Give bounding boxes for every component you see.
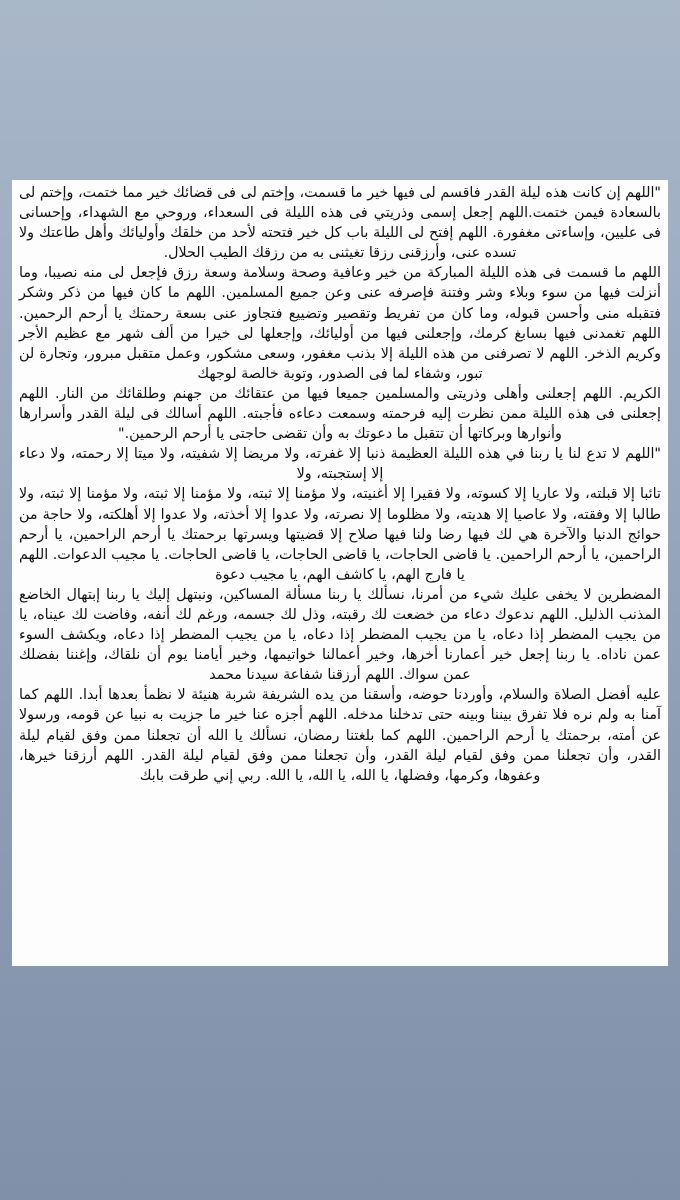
paragraph: تائبا إلا قبلته، ولا عاريا إلا كسوته، ولا فقيرا إلا أغنيته، ولا مؤمنا إلا ثبته، ولا مؤمنا إلا ثبته، ولا مؤمنا إلا ثبته، ولا طالبا إلا وفقته، ولا عاصيا إلا هديته، ولا مظلوما إلا نصرته، ولا عدوا إلا أخذته، ولا عدوا إلا أهلكته، ولا حاجة من حوائج الدنيا والآخرة هي لك فيها رضا ولنا فيها صلاح إلا قضيتها ويسرتها برحمتك يا أرحم الراحمين، يا أرحم الراحمين، يا أرحم الراحمين. يا قاضى الحاجات، يا قاضى الحاجات، يا قاضى الحاجات. يا مجيب الدعوات. اللهم يا فارج الهم، يا كاشف الهم، يا مجيب دعوة (19, 486, 661, 583)
paragraph: اللهم ما قسمت فى هذه الليلة المباركة من خير وعافية وصحة وسلامة وسعة رزق فإجعل لى منه نصيبا، وما أنزلت فيها من سوء وبلاء وشر وفتنة فإصرفه عنى وعن جميع المسلمين. اللهم ما كان فيها من ذكر وشكر فتقبله منى وأحسن قبوله، وما كان من تفريط وتقصير وتضييع فتجاوز عنى بسعة رحمتك يا أرحم الرحمين. اللهم تغمدنى فيها بسابغ كرمك، وإجعلنى فيها من أوليائك، وإجعلها لى خيرا من ألف شهر مع عظيم الأجر وكريم الذخر. اللهم لا تصرفنى من هذه الليلة إلا بذنب مغفور، وسعى مشكور، وعمل متقبل مبرور، وتجارة لن تبور، وشفاء لما فى الصدور، وتوبة خالصة لوجهك (19, 265, 661, 382)
text-card (12, 180, 668, 966)
paragraph: "اللهم لا تدع لنا يا ربنا في هذه الليلة العظيمة ذنبا إلا غفرته، ولا مريضا إلا شفيته، ولا ميتا إلا رحمته، ولا دعاء إلا إستجبته، ولا (19, 446, 661, 483)
paragraph: عليه أفضل الصلاة والسلام، وأوردنا حوضه، وأسقنا من يده الشريفة شربة هنيئة لا نظمأ بعدها أبدا. اللهم كما آمنا به ولم نره فلا تفرق بيننا وبينه حتى تدخلنا مدخله. اللهم أجزه عنا خير ما جزيت به نبيا عن قومه، ورسولا عن أمته، برحمتك يا أرحم الراحمين. اللهم كما بلغتنا رمضان، نسألك يا الله أن تجعلنا ممن وفق لقيام ليلة القدر، وأن تجعلنا ممن وفق لقيام ليلة القدر، وأن تجعلنا ممن وفق لقيام ليلة القدر. اللهم أرزقنا خيرها، وعفوها، وكرمها، وفضلها، يا الله، يا الله، يا الله. ربي إني طرقت بابك (19, 687, 661, 784)
paragraph: المضطرين لا يخفى عليك شيء من أمرنا، نسألك يا ربنا مسألة المساكين، ونبتهل إليك يا ربنا إبتهال الخاضع المذنب الذليل. اللهم ندعوك دعاء من خضعت لك رقبته، وذل لك جسمه، ورغم لك أنفه، وفاضت لك عيناه، يا من يجيب المضطر إذا دعاه، يا من يجيب المضطر إذا دعاه، يا من يجيب المضطر إذا دعاه، ويكشف السوء عمن ناداه. يا ربنا إجعل خير أعمارنا أخرها، وخير أعمالنا خواتيمها، وخير أيامنا يوم أن نلقاك، وإغننا بفضلك عمن سواك. اللهم أرزقنا شفاعة سيدنا محمد (19, 586, 661, 684)
paragraph: الكريم. اللهم إجعلنى وأهلى وذريتى والمسلمين جميعا فيها من عتقائك من جهنم وطلقائك من النار. اللهم إجعلنى فى هذه الليلة ممن نظرت إليه فرحمته وسمعت دعاءه فأجبته. اللهم أسالك فى ليلة القدر وأسرارها وأنوارها وبركاتها أن تتقبل ما دعوتك به وأن تقضى حاجتى يا أرحم الرحمين." (19, 385, 661, 443)
paragraph: "اللهم إن كانت هذه ليلة القدر فاقسم لى فيها خير ما قسمت، وإختم لى فى قضائك خير مما ختمت، وإختم لى بالسعادة فيمن ختمت.اللهم إجعل إسمى وذريتي فى هذه الليلة فى السعداء، وروحي مع الشهداء، وإحسانى فى عليين، وإساءتى مغفورة. اللهم إفتح لى الليلة باب كل خير فتحته لأحد من خلقك وأوليائك وأهل طاعتك ولا تسده عنى، وأرزقنى رزقا تغيثنى به من رزقك الطيب الحلال. (19, 185, 661, 262)
